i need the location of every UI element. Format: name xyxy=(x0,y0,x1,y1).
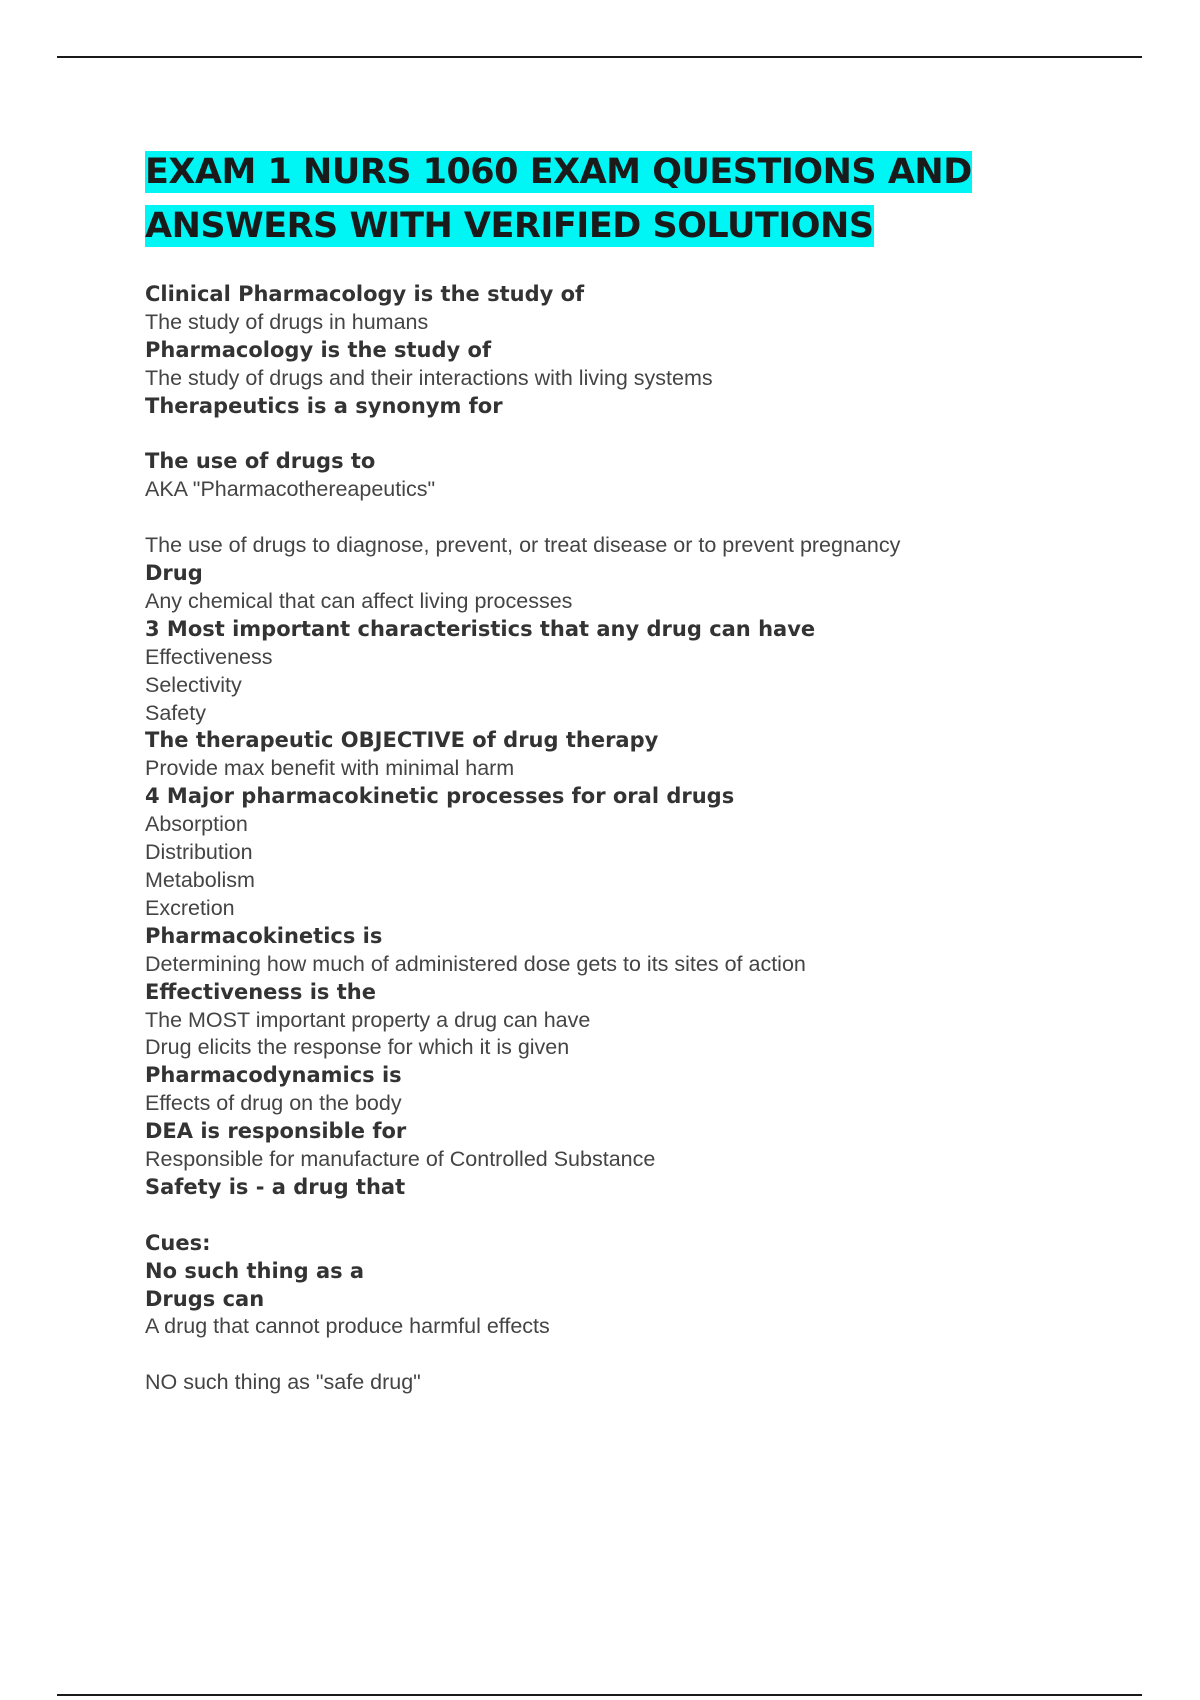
blank-line xyxy=(145,1341,1145,1369)
answer-line: Provide max benefit with minimal harm xyxy=(145,756,515,781)
answer-line: The study of drugs in humans xyxy=(145,309,429,334)
answer-line: The study of drugs and their interactions with living systems xyxy=(145,365,713,390)
bottom-horizontal-rule xyxy=(57,1694,1142,1696)
question-line: Cues: xyxy=(145,1230,211,1255)
question-line: Pharmacodynamics is xyxy=(145,1063,402,1088)
answer-line: Any chemical that can affect living processes xyxy=(145,588,573,613)
title-line1-rest: EXAM QUESTIONS AND xyxy=(529,152,972,192)
answer-line: Drug elicits the response for which it is given xyxy=(145,1035,570,1060)
question-line: The therapeutic OBJECTIVE of drug therapy xyxy=(145,728,659,753)
question-line: Therapeutics is a synonym for xyxy=(145,393,503,418)
blank-line xyxy=(145,421,1145,449)
answer-line: Distribution xyxy=(145,840,253,865)
blank-line xyxy=(145,504,1145,532)
question-line: Drugs can xyxy=(145,1286,265,1311)
answer-line: Safety xyxy=(145,700,206,725)
question-line: Clinical Pharmacology is the study of xyxy=(145,282,585,306)
question-line: DEA is responsible for xyxy=(145,1119,407,1144)
answer-line: A drug that cannot produce harmful effects xyxy=(145,1314,550,1339)
question-line: 4 Major pharmacokinetic processes for oral drugs xyxy=(145,784,735,809)
answer-line: Determining how much of administered dose gets to its sites of action xyxy=(145,951,806,976)
answer-line: Absorption xyxy=(145,812,248,837)
question-line: Drug xyxy=(145,561,203,586)
blank-line xyxy=(145,1202,1145,1230)
question-line: The use of drugs to xyxy=(145,449,376,474)
answer-line: Responsible for manufacture of Controlled Substance xyxy=(145,1147,656,1172)
answer-line: The MOST important property a drug can have xyxy=(145,1007,591,1032)
answer-line: AKA "Pharmacothereapeutics" xyxy=(145,477,436,502)
question-line: Pharmacology is the study of xyxy=(145,337,492,362)
answer-line: NO such thing as "safe drug" xyxy=(145,1370,421,1395)
question-line: Safety is - a drug that xyxy=(145,1174,406,1199)
qa-content xyxy=(145,281,1145,1397)
question-line: Effectiveness is the xyxy=(145,979,376,1004)
question-line: 3 Most important characteristics that any drug can have xyxy=(145,616,816,641)
document-title xyxy=(145,145,1045,253)
question-line: No such thing as a xyxy=(145,1258,365,1283)
title-highlight-part1: EXAM 1 NURS 1060 xyxy=(145,152,519,192)
top-horizontal-rule xyxy=(57,56,1142,58)
question-line: Pharmacokinetics is xyxy=(145,923,383,948)
answer-line: Effectiveness xyxy=(145,644,273,669)
answer-line: Selectivity xyxy=(145,672,242,697)
title-highlight-part2 xyxy=(518,151,972,193)
answer-line: The use of drugs to diagnose, prevent, or treat disease or to prevent pregnancy xyxy=(145,533,901,558)
answer-line: Effects of drug on the body xyxy=(145,1091,402,1116)
answer-line: Excretion xyxy=(145,895,235,920)
title-line2: ANSWERS WITH VERIFIED SOLUTIONS xyxy=(145,206,874,246)
answer-line: Metabolism xyxy=(145,868,255,892)
